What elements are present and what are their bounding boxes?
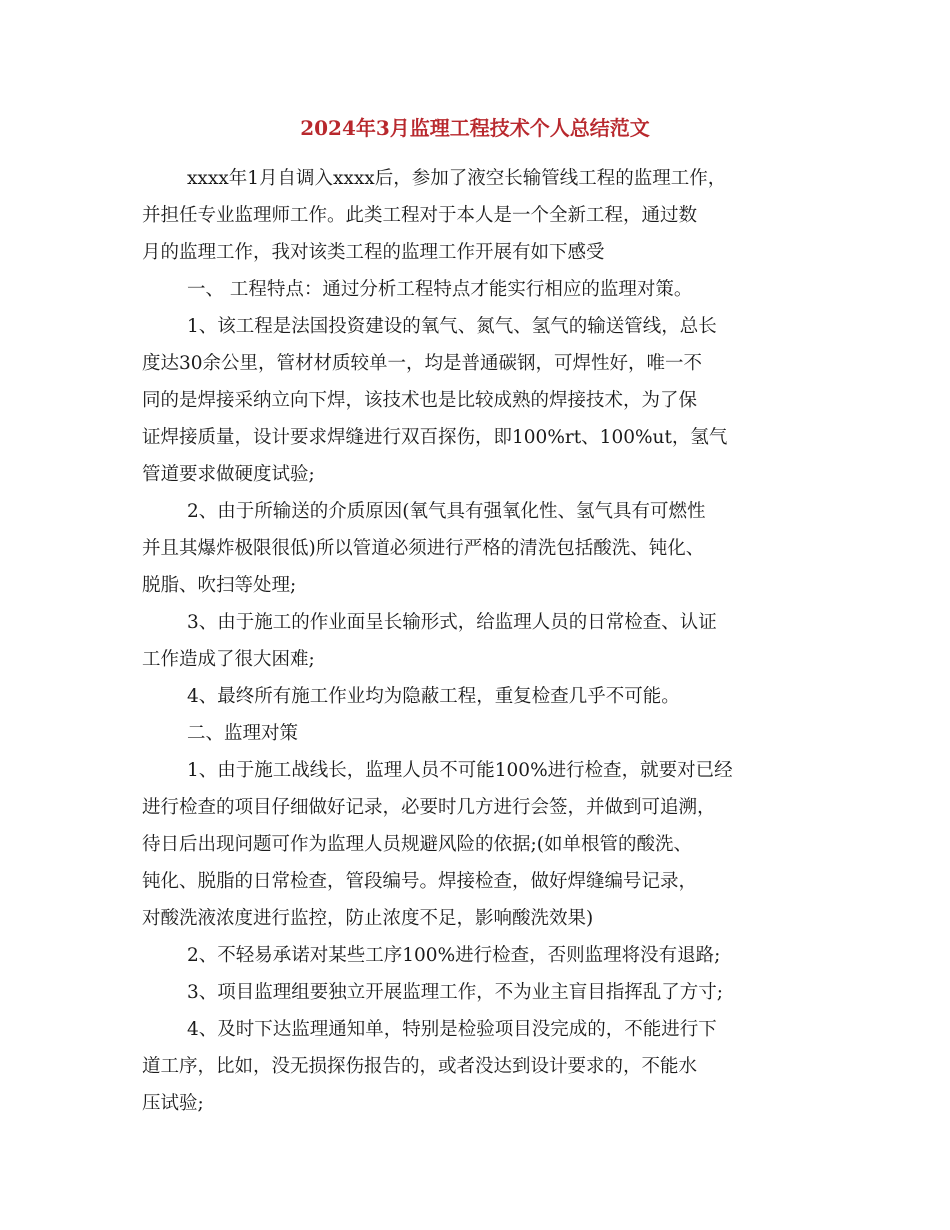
text-line: 证焊接质量，设计要求焊缝进行双百探伤，即100%rt、100%ut，氢气 bbox=[142, 427, 728, 448]
text-line: 并且其爆炸极限很低)所以管道必须进行严格的清洗包括酸洗、钝化、 bbox=[142, 538, 705, 559]
text-line: 钝化、脱脂的日常检查，管段编号。焊接检查，做好焊缝编号记录， bbox=[142, 871, 698, 892]
text-line: 道工序，比如，没无损探伤报告的，或者没达到设计要求的，不能水 bbox=[142, 1056, 698, 1077]
text-line: 2、不轻易承诺对某些工序100%进行检查，否则监理将没有退路; bbox=[187, 945, 721, 966]
text-line: 月的监理工作，我对该类工程的监理工作开展有如下感受 bbox=[142, 242, 605, 263]
text-line: 脱脂、吹扫等处理; bbox=[142, 575, 297, 596]
document-title: 2024年3月监理工程技术个人总结范文 bbox=[300, 116, 650, 140]
text-line: 1、该工程是法国投资建设的氧气、氮气、氢气的输送管线，总长 bbox=[187, 316, 717, 337]
text-line: 对酸洗液浓度进行监控，防止浓度不足，影响酸洗效果) bbox=[142, 908, 594, 929]
text-line: 3、项目监理组要独立开展监理工作，不为业主盲目指挥乱了方寸; bbox=[187, 982, 724, 1003]
text-line: 2、由于所输送的介质原因(氧气具有强氧化性、氢气具有可燃性 bbox=[187, 501, 706, 522]
text-line: 4、及时下达监理通知单，特别是检验项目没完成的，不能进行下 bbox=[187, 1019, 717, 1040]
text-line: 管道要求做硬度试验; bbox=[142, 464, 315, 485]
text-line: 进行检查的项目仔细做好记录，必要时几方进行会签，并做到可追溯， bbox=[142, 797, 716, 818]
text-line: 同的是焊接采纳立向下焊，该技术也是比较成熟的焊接技术，为了保 bbox=[142, 390, 698, 411]
text-line: 3、由于施工的作业面呈长输形式，给监理人员的日常检查、认证 bbox=[187, 612, 717, 633]
text-line: 工作造成了很大困难; bbox=[142, 649, 315, 670]
text-line: 并担任专业监理师工作。此类工程对于本人是一个全新工程，通过数 bbox=[142, 205, 698, 226]
text-line: 二、监理对策 bbox=[187, 723, 299, 744]
text-line: 待日后出现问题可作为监理人员规避风险的依据;(如单根管的酸洗、 bbox=[142, 834, 692, 855]
text-line: 一、 工程特点：通过分析工程特点才能实行相应的监理对策。 bbox=[187, 279, 693, 300]
document-body bbox=[142, 160, 822, 1122]
text-line: 1、由于施工战线长，监理人员不可能100%进行检查，就要对已经 bbox=[187, 760, 733, 781]
text-line: 压试验; bbox=[142, 1093, 204, 1114]
text-line: 4、最终所有施工作业均为隐蔽工程，重复检查几乎不可能。 bbox=[187, 686, 680, 707]
text-line: xxxx年1月自调入xxxx后，参加了液空长输管线工程的监理工作， bbox=[187, 168, 727, 189]
text-line: 度达30余公里，管材材质较单一，均是普通碳钢，可焊性好，唯一不 bbox=[142, 353, 703, 374]
